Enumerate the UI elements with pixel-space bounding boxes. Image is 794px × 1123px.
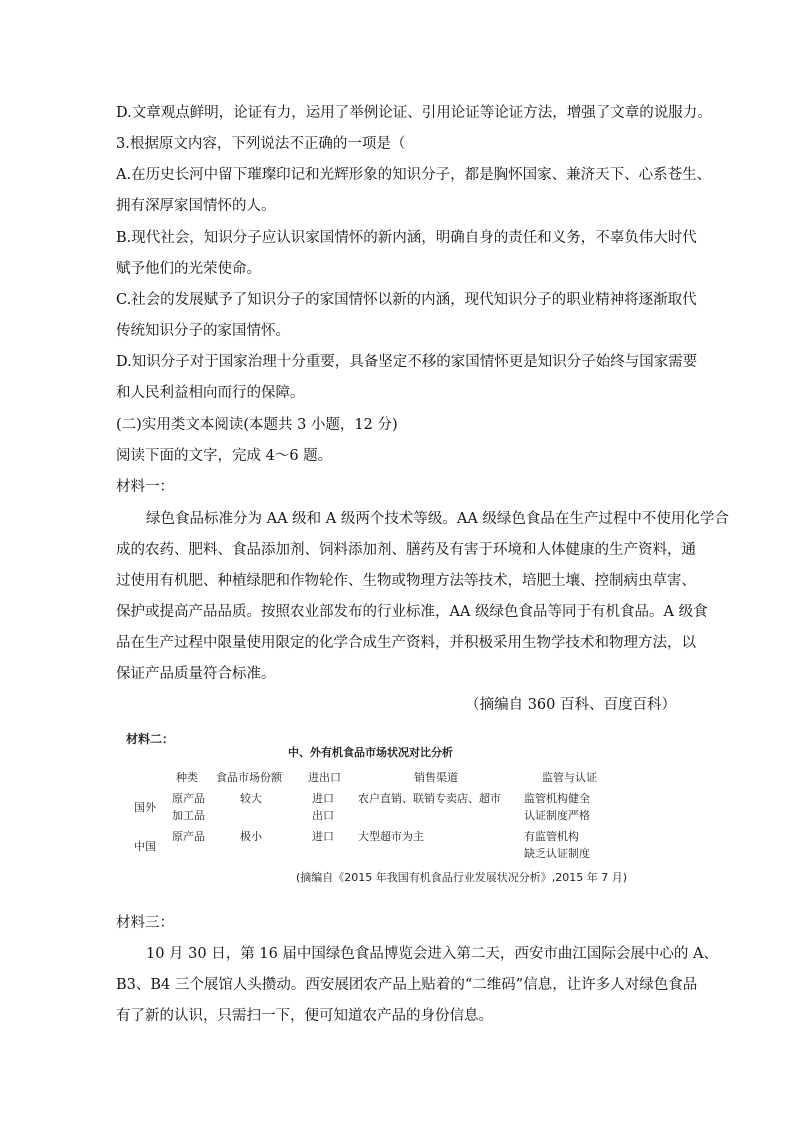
option-b-line-2: 赋予他们的光荣使命。 (116, 261, 261, 277)
option-c-line-2: 传统知识分子的家国情怀。 (116, 323, 290, 339)
material-1-para-line: 保护或提高产品品质。按照农业部发布的行业标准，AA 级绿色食品等同于有机食品。A 级食 (116, 604, 708, 620)
row-foreign-io-1: 进口 (312, 792, 334, 805)
option-d2-line-2: 和人民利益相向而行的保障。 (116, 385, 305, 401)
material-1-label: 材料一： (116, 479, 174, 495)
header-market-share: 食品市场份额 (216, 771, 282, 784)
option-a-line-2: 拥有深厚家国情怀的人。 (116, 198, 276, 214)
question-3-stem: 3.根据原文内容，下列说法不正确的一项是（ (116, 136, 406, 152)
section-heading: (二)实用类文本阅读(本题共 3 小题，12 分) (116, 417, 398, 433)
header-regulation: 监管与认证 (542, 771, 597, 784)
header-import-export: 进出口 (308, 771, 341, 784)
row-china-type-1: 原产品 (172, 830, 205, 843)
row-china-reg-1: 有监管机构 (524, 830, 579, 843)
material-1-source: （摘编自 360 百科、百度百科） (465, 697, 676, 713)
row-foreign-reg-1: 监管机构健全 (524, 792, 590, 805)
material-3-para-line: 10 月 30 日，第 16 届中国绿色食品博览会进入第二天，西安市曲江国际会展中心的 A、 (146, 946, 718, 962)
option-d2-line-1: D.知识分子对于国家治理十分重要，具备坚定不移的家国情怀更是知识分子始终与国家需要 (116, 354, 698, 370)
row-foreign-reg-2: 认证制度严格 (524, 809, 590, 822)
row-foreign-type-1: 原产品 (172, 792, 205, 805)
header-type: 种类 (176, 771, 198, 784)
row-china-share: 极小 (240, 830, 262, 843)
option-d-line: D.文章观点鲜明，论证有力，运用了举例论证、引用论证等论证方法，增强了文章的说服力。 (116, 105, 712, 121)
option-c-line-1: C.社会的发展赋予了知识分子的家国情怀以新的内涵，现代知识分子的职业精神将逐渐取代 (116, 292, 697, 308)
row-china-reg-2: 缺乏认证制度 (524, 847, 590, 860)
table-title: 中、外有机食品市场状况对比分析 (288, 746, 453, 759)
material-3-label: 材料三： (116, 915, 174, 931)
material-1-para-line: 品在生产过程中限量使用限定的化学合成生产资料，并积极采用生物学技术和物理方法，以 (116, 635, 696, 651)
material-3-para-line: B3、B4 三个展馆人头攒动。西安展团农产品上贴着的“二维码”信息，让许多人对绿色食品 (116, 977, 698, 993)
material-2-table-image (118, 728, 678, 890)
row-foreign-type-2: 加工品 (172, 809, 205, 822)
material-1-para-line: 保证产品质量符合标准。 (116, 666, 276, 682)
row-china-region: 中国 (134, 840, 156, 853)
table-source: (摘编自《2015 年我国有机食品行业发展状况分析》,2015 年 7 月) (296, 871, 628, 884)
option-a-line-1: A.在历史长河中留下璀璨印记和光辉形象的知识分子，都是胸怀国家、兼济天下、心系苍生、 (116, 167, 712, 183)
instruction-line: 阅读下面的文字，完成 4～6 题。 (116, 448, 333, 464)
material-2-label: 材料二： (126, 732, 175, 746)
material-1-para-line: 绿色食品标准分为 AA 级和 A 级两个技术等级。AA 级绿色食品在生产过程中不使用化学合 (146, 511, 729, 527)
row-china-channel: 大型超市为主 (358, 830, 424, 843)
option-b-line-1: B.现代社会，知识分子应认识家国情怀的新内涵，明确自身的责任和义务，不辜负伟大时代 (116, 230, 697, 246)
material-1-para-line: 过使用有机肥、种植绿肥和作物轮作、生物或物理方法等技术，培肥土壤、控制病虫草害、 (116, 573, 696, 589)
header-sales-channel: 销售渠道 (414, 771, 458, 784)
row-foreign-io-2: 出口 (312, 809, 334, 822)
row-foreign-region: 国外 (134, 801, 156, 814)
material-3-para-line: 有了新的认识，只需扫一下，便可知道农产品的身份信息。 (116, 1008, 493, 1024)
row-foreign-share: 较大 (240, 792, 262, 805)
row-foreign-channel: 农户直销、联销专卖店、超市 (358, 792, 501, 805)
row-china-io-1: 进口 (312, 830, 334, 843)
material-1-para-line: 成的农药、肥料、食品添加剂、饲料添加剂、膳药及有害于环境和人体健康的生产资料，通 (116, 542, 696, 558)
